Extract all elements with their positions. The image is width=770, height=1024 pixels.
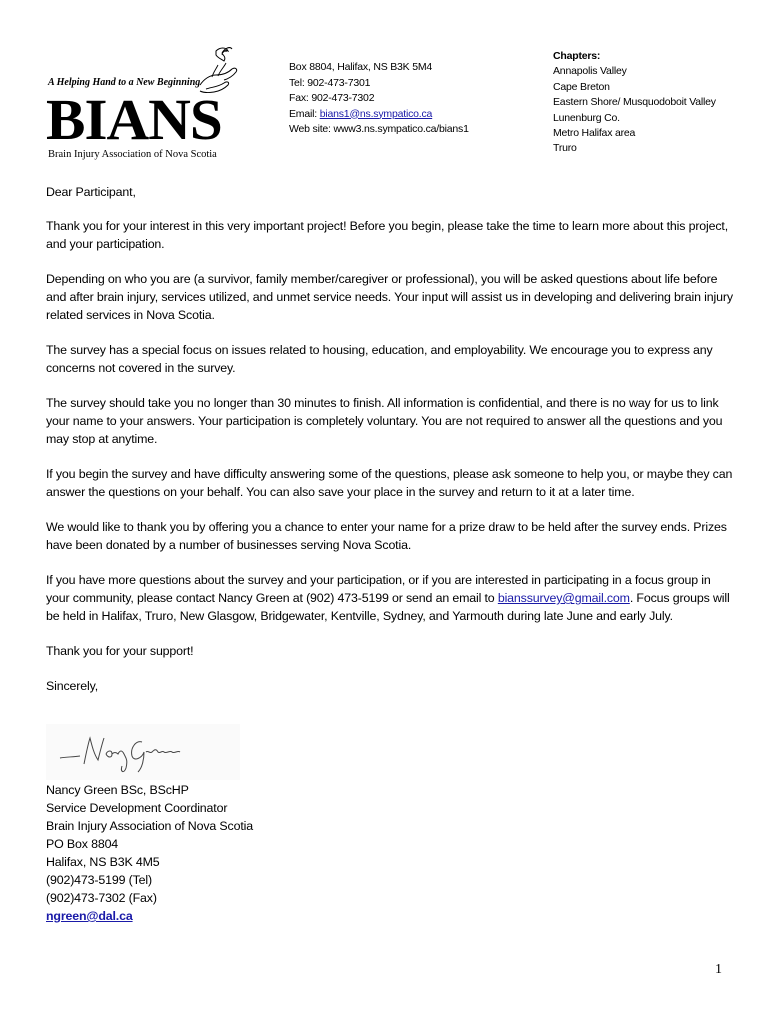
survey-email-link[interactable]: bianssurvey@gmail.com (497, 591, 630, 605)
logo-org-name: Brain Injury Association of Nova Scotia (48, 149, 217, 160)
signer-email-link[interactable]: ngreen@dal.ca (46, 909, 133, 923)
paragraph-focus: The survey has a special focus on issues related to housing, education, and employability. We encourage you to express any concerns not covered in the survey. (46, 343, 713, 375)
paragraph-thanks: Thank you for your support! (46, 644, 194, 658)
closing: Sincerely, (46, 679, 98, 693)
paragraph-questions: Depending on who you are (a survivor, family member/caregiver or professional), you will be asked questions about life before and after brain injury, services utilized, and unmet service needs. Your input will assist us in developing and delivering brain injury related services in Nova Scotia. (46, 272, 733, 322)
signature-block (46, 781, 253, 925)
chapters-block (553, 49, 716, 157)
chapter-item: Cape Breton (553, 80, 610, 93)
chapter-item: Eastern Shore/ Musquodoboit Valley (553, 96, 716, 109)
paragraph-contact (46, 571, 736, 625)
signer-tel: (902)473-5199 (Tel) (46, 873, 152, 887)
chapter-item: Annapolis Valley (553, 65, 627, 78)
contact-address: Box 8804, Halifax, NS B3K 5M4 (289, 61, 433, 73)
signer-name: Nancy Green BSc, BScHP (46, 783, 189, 797)
contact-text-before: If you have more questions about the survey and your participation, or if you are interested in participating in a focus group in your community, please contact Nancy Green at (902) 473-5199 or send an email to (46, 573, 711, 605)
contact-fax: Fax: 902-473-7302 (289, 92, 375, 104)
contact-tel: Tel: 902-473-7301 (289, 76, 371, 89)
contact-website: Web site: www3.ns.sympatico.ca/bians1 (289, 123, 469, 135)
signer-title: Service Development Coordinator (46, 801, 228, 815)
page-number: 1 (715, 962, 722, 977)
paragraph-intro: Thank you for your interest in this very important project! Before you begin, please take the time to learn more about this project, and your participation. (46, 219, 729, 251)
contact-email-label: Email: (289, 107, 320, 120)
logo-wordmark: BIANS (46, 87, 222, 152)
signer-fax: (902)473-7302 (Fax) (46, 891, 157, 905)
chapter-item: Metro Halifax area (553, 127, 636, 140)
contact-text-after: . Focus groups will be held in Halifax, Truro, New Glasgow, Bridgewater, Kentville, Sydney, and Yarmouth during late June and early July. (46, 591, 730, 623)
chapter-item: Lunenburg Co. (553, 111, 620, 124)
contact-block (289, 60, 469, 138)
signer-city: Halifax, NS B3K 4M5 (46, 855, 160, 869)
paragraph-prize: We would like to thank you by offering you a chance to enter your name for a prize draw to be held after the survey ends. Prizes have been donated by a number of businesses serving Nova Scotia. (46, 520, 727, 552)
chapters-heading: Chapters: (553, 50, 601, 62)
contact-email-line (289, 107, 469, 123)
paragraph-duration: The survey should take you no longer than 30 minutes to finish. All information is confidential, and there is no way for us to link your name to your answers. Your participation is completely voluntary. You are not required to answer all the questions and you may stop at anytime. (46, 396, 723, 446)
paragraph-help: If you begin the survey and have difficulty answering some of the questions, please ask someone to help you, or maybe they can answer the questions on your behalf. You can also save your place in the survey and return to it at a later time. (46, 467, 733, 499)
signer-organization: Brain Injury Association of Nova Scotia (46, 819, 253, 833)
letter-body (46, 183, 736, 712)
bians-logo (46, 45, 246, 165)
logo-tagline: A Helping Hand to a New Beginning (48, 77, 201, 88)
salutation: Dear Participant, (46, 185, 136, 199)
handwritten-signature (46, 724, 240, 780)
signer-po-box: PO Box 8804 (46, 837, 119, 851)
contact-email-link[interactable]: bians1@ns.sympatico.ca (319, 107, 433, 120)
chapter-item: Truro (553, 142, 577, 155)
